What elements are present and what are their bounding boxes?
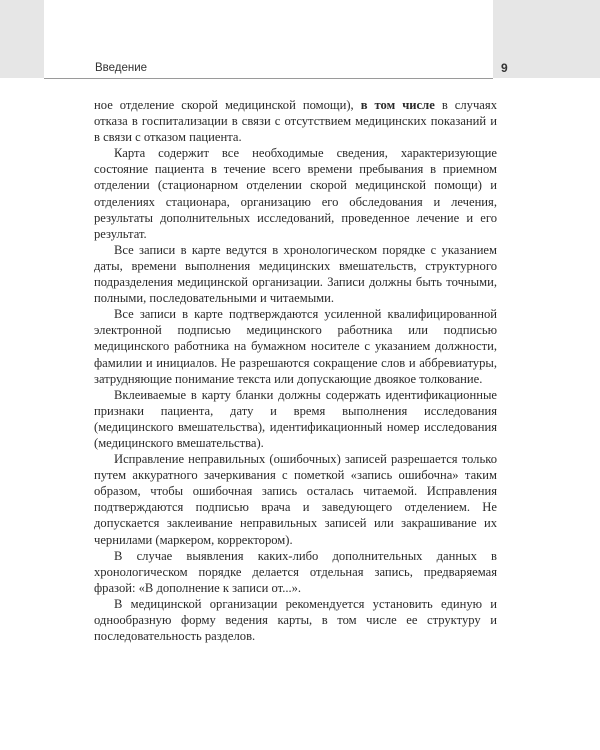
running-header-title: Введение [95, 62, 148, 74]
paragraph: Исправление неправильных (ошибочных) записей разрешается только путем аккуратного зачеркивания с пометкой «запись ошибочна» таким образом, чтобы ошибочная запись осталась читаемой. Исправления подтверждаются подписью врача и заведующего отделением. Не допускается заклеивание неправильных записей или закрашивание их чернилами (маркером, корректором). [94, 452, 497, 547]
bold-phrase: в том числе [360, 98, 435, 112]
paragraph-text: в случаях отказа в госпитализации в связи с отсутствием медицинских показаний и в связи с отказом пациента. [94, 98, 497, 145]
header-rule [44, 78, 493, 79]
page-number: 9 [501, 61, 508, 75]
page-corner-right [493, 0, 600, 78]
paragraph-text: ное отделение скорой медицинской помощи), [94, 98, 361, 112]
page-corner-left [0, 0, 44, 78]
body-text [94, 97, 497, 644]
paragraph: Все записи в карте ведутся в хронологическом порядке с указанием даты, времени выполнения медицинских вмешательств, структурного подразделения медицинской организации. Записи должны быть точными, полными, последовательными и читаемыми. [94, 242, 497, 306]
paragraph: Вклеиваемые в карту бланки должны содержать идентификационные признаки пациента, дату и время выполнения исследования (медицинского вмешательства), идентификационный номер исследования (медицинского вмешательства). [94, 387, 497, 450]
paragraph: Все записи в карте подтверждаются усиленной квалифицированной электронной подписью медицинского работника или подписью медицинского работника на бумажном носителе с указанием должности, фамилии и инициалов. Не разрешаются сокращение слов и аббревиатуры, затрудняющие понимание текста или допускающие двоякое толкование. [94, 307, 497, 386]
paragraph: Карта содержит все необходимые сведения, характеризующие состояние пациента в течение всего времени пребывания в приемном отделении (стационарном отделении скорой медицинской помощи) и отделениях стационара, организацию его обследования и лечения, результаты дополнительных исследований, проведенное лечение и его результат. [94, 146, 497, 241]
paragraph: В случае выявления каких-либо дополнительных данных в хронологическом порядке делается отдельная запись, предваряемая фразой: «В дополнение к записи от...». [94, 548, 497, 595]
paragraph: В медицинской организации рекомендуется установить единую и однообразную форму ведения карты, в том числе ее структуру и последовательность разделов. [94, 596, 497, 644]
paragraph [94, 97, 497, 145]
